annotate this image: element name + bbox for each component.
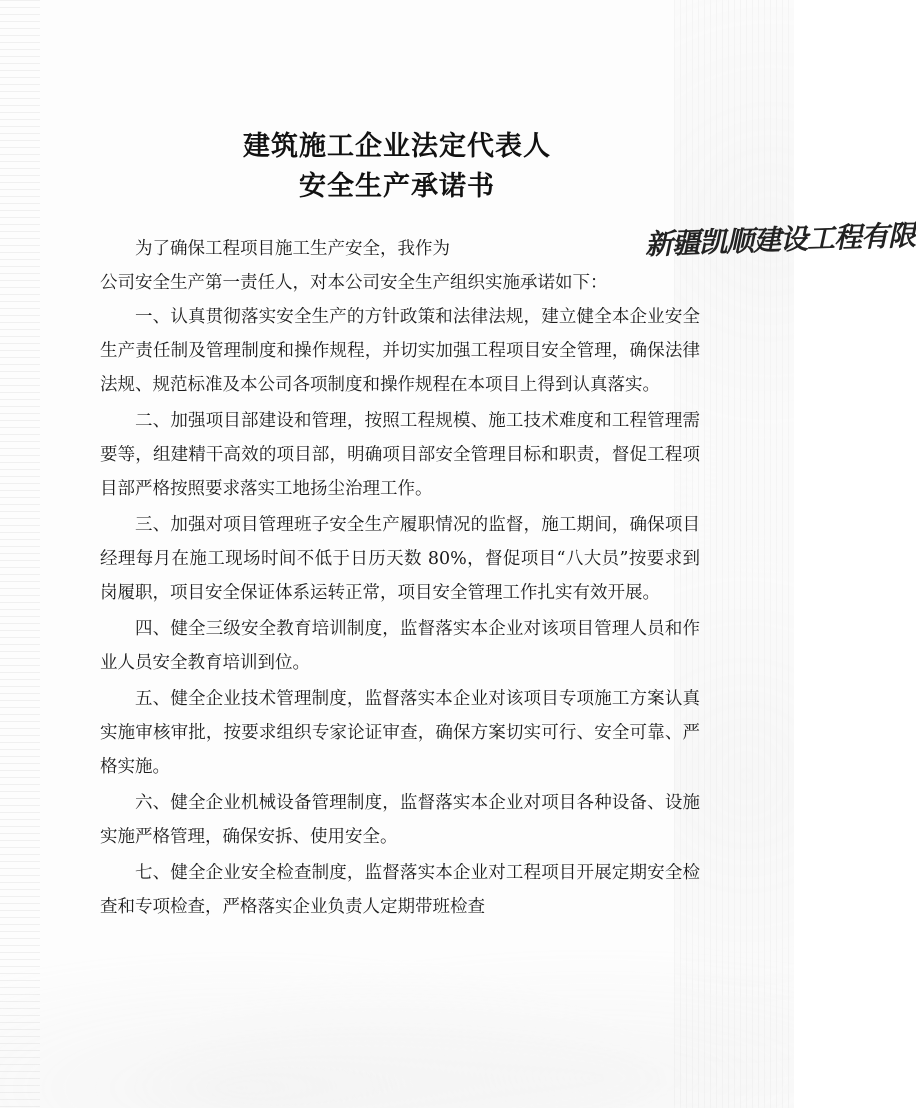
- paragraph-5: 五、健全企业技术管理制度，监督落实本企业对该项目专项施工方案认真实施审核审批，按要求组织专家论证审查，确保方案切实可行、安全可靠、严格实施。: [100, 689, 700, 777]
- paragraph-2: 二、加强项目部建设和管理，按照工程规模、施工技术难度和工程管理需要等，组建精干高效的项目部，明确项目部安全管理目标和职责，督促工程项目部严格按照要求落实工地扬尘治理工作。: [100, 411, 700, 499]
- intro-text-before: 为了确保工程项目施工生产安全，我作为: [135, 239, 450, 259]
- title-line-1: 建筑施工企业法定代表人: [243, 131, 551, 162]
- scan-noise-bottom: [0, 908, 794, 1108]
- title-line-2: 安全生产承诺书: [299, 171, 495, 202]
- paragraph-6: 六、健全企业机械设备管理制度，监督落实本企业对项目各种设备、设施实施严格管理，确保安拆、使用安全。: [100, 793, 700, 847]
- paragraph-7: 七、健全企业安全检查制度，监督落实本企业对工程项目开展定期安全检查和专项检查，严格落实企业负责人定期带班检查: [100, 863, 700, 917]
- intro-paragraph-line2: 公司安全生产第一责任人，对本公司安全生产组织实施承诺如下：: [100, 273, 608, 293]
- document-body: [100, 218, 916, 924]
- paragraph-3: 三、加强对项目管理班子安全生产履职情况的监督，施工期间，确保项目经理每月在施工现场时间不低于日历天数 80%，督促项目“八大员”按要求到岗履职，项目安全保证体系运转正常，项目安全管理工作扎实有效开展。: [100, 515, 700, 603]
- company-handwritten-signature: 新疆凯顺建设工程有限: [644, 218, 916, 262]
- intro-paragraph-line1: [100, 218, 916, 266]
- paragraph-1: 一、认真贯彻落实安全生产的方针政策和法律法规，建立健全本企业安全生产责任制及管理制度和操作规程，并切实加强工程项目安全管理，确保法律法规、规范标准及本公司各项制度和操作规程在本项目上得到认真落实。: [100, 307, 700, 395]
- paragraph-4: 四、健全三级安全教育培训制度，监督落实本企业对该项目管理人员和作业人员安全教育培训到位。: [100, 619, 700, 673]
- document-title: [0, 127, 794, 207]
